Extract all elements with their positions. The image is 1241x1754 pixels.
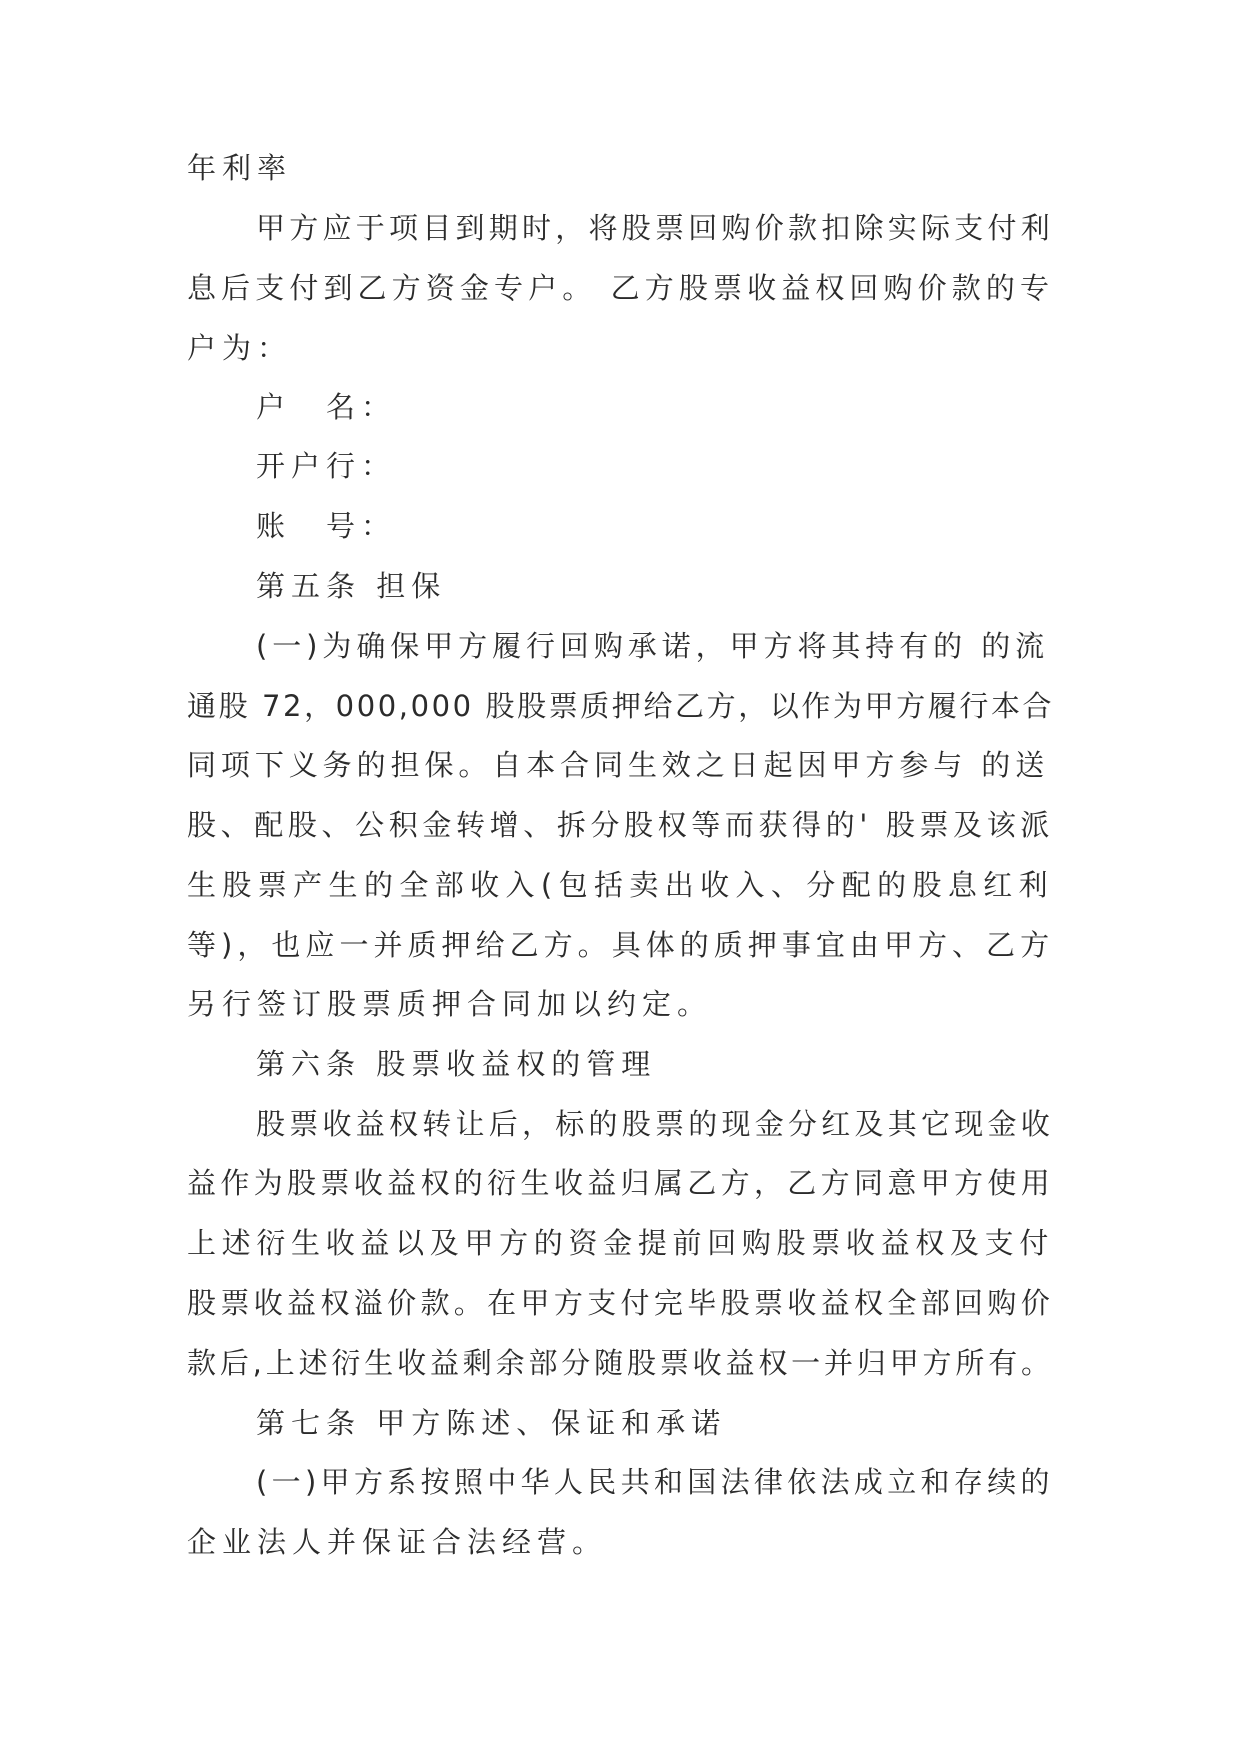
text-line: 同项下义务的担保。自本合同生效之日起因甲方参与 的送 [187, 748, 1050, 782]
section-heading: 第五条 担保 [256, 569, 447, 603]
section-heading: 第七条 甲方陈述、保证和承诺 [256, 1406, 727, 1440]
text-line: 企业法人并保证合法经营。 [187, 1525, 608, 1559]
text-line: 益作为股票收益权的衍生收益归属乙方，乙方同意甲方使用 [187, 1166, 1055, 1200]
paragraph-line: (一)为确保甲方履行回购承诺，甲方将其持有的 的流 [256, 629, 1050, 663]
paragraph-line: 甲方应于项目到期时，将股票回购价款扣除实际支付利 [256, 211, 1055, 245]
text-line: 另行签订股票质押合同加以约定。 [187, 987, 713, 1021]
text-line: 生股票产生的全部收入(包括卖出收入、分配的股息红利 [187, 868, 1055, 902]
paragraph-line: (一)甲方系按照中华人民共和国法律依法成立和存续的 [256, 1465, 1054, 1499]
text-line: 等)，也应一并质押给乙方。具体的质押事宜由甲方、乙方 [187, 928, 1055, 962]
account-name-label: 户 名： [256, 390, 397, 424]
bank-label: 开户行： [256, 449, 397, 483]
paragraph-line: 股票收益权转让后，标的股票的现金分红及其它现金收 [256, 1107, 1055, 1141]
text-line: 通股 72，000,000 股股票质押给乙方，以作为甲方履行本合 [187, 689, 1055, 723]
text-line: 股、配股、公积金转增、拆分股权等而获得的' 股票及该派 [187, 808, 1054, 842]
text-line: 年利率 [187, 151, 293, 185]
text-line: 股票收益权溢价款。在甲方支付完毕股票收益权全部回购价 [187, 1286, 1055, 1320]
section-heading: 第六条 股票收益权的管理 [256, 1047, 657, 1081]
account-number-label: 账 号： [256, 509, 397, 543]
text-line: 户为： [187, 331, 293, 365]
text-line: 上述衍生收益以及甲方的资金提前回购股票收益权及支付 [187, 1226, 1055, 1260]
text-line: 息后支付到乙方资金专户。 乙方股票收益权回购价款的专 [187, 271, 1055, 305]
text-line: 款后,上述衍生收益剩余部分随股票收益权一并归甲方所有。 [187, 1346, 1054, 1380]
